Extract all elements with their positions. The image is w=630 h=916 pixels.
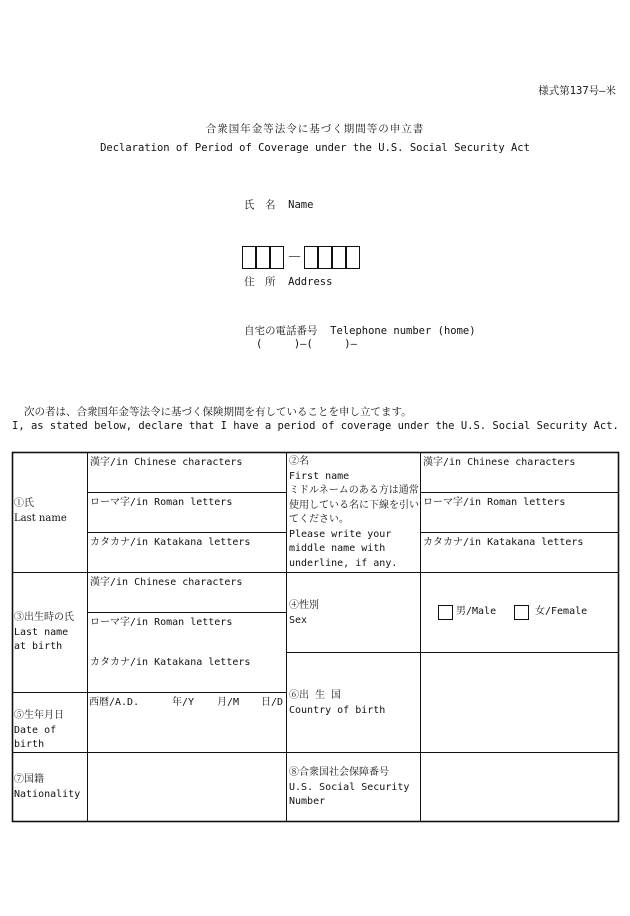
- form-number: 様式第137号―米: [538, 85, 616, 97]
- kanji-label: 漢字/in Chinese characters: [90, 577, 243, 588]
- country-of-birth-label: [289, 689, 420, 718]
- first-name-label: [289, 455, 420, 571]
- roman-label: ローマ字/in Roman letters: [90, 497, 233, 508]
- kanji-label: 漢字/in Chinese characters: [90, 457, 243, 468]
- birth-name-kanji-input[interactable]: [90, 576, 285, 612]
- dob-input[interactable]: [89, 696, 285, 752]
- dob-label-en: Date of birth: [14, 724, 57, 750]
- first-name-katakana-input[interactable]: [423, 536, 618, 572]
- address-label-en: Address: [288, 276, 333, 288]
- title-ja: 合衆国年金等法令に基づく期間等の申立書: [205, 123, 425, 135]
- last-name-kanji-input[interactable]: [90, 456, 285, 492]
- roman-label: ローマ字/in Roman letters: [423, 497, 566, 508]
- sex-label-ja: ④性別: [289, 600, 319, 611]
- nationality-label-ja: ⑦国籍: [14, 774, 44, 785]
- roman-label: ローマ字/in Roman letters: [90, 617, 233, 628]
- postal-dash: －: [287, 248, 303, 266]
- last-name-katakana-input[interactable]: [90, 536, 285, 572]
- last-name-label: [14, 497, 86, 526]
- ssn-label-ja: ⑧合衆国社会保障番号: [289, 767, 389, 778]
- phone-label-ja: 自宅の電話番号: [244, 325, 318, 337]
- first-name-kanji-input[interactable]: [423, 456, 618, 492]
- first-name-roman-input[interactable]: [423, 496, 618, 532]
- phone-format: ( )―( )―: [256, 338, 357, 350]
- female-label: 女/Female: [535, 606, 588, 617]
- birth-name-roman-input[interactable]: [90, 616, 285, 652]
- last-name-label-ja: ①氏: [14, 498, 34, 509]
- name-label-en: Name: [288, 199, 314, 211]
- male-checkbox[interactable]: [438, 605, 453, 620]
- dob-label: [14, 709, 86, 753]
- nationality-label: [14, 773, 86, 802]
- dob-day: 日/D: [261, 697, 284, 708]
- sex-label-en: Sex: [289, 614, 308, 626]
- birth-name-label: [14, 611, 86, 655]
- middle-name-note-en: Please write your middle name with underline, if any.: [289, 528, 398, 569]
- country-of-birth-input[interactable]: [422, 654, 618, 752]
- first-name-label-ja: ②名: [289, 456, 309, 467]
- female-checkbox[interactable]: [514, 605, 529, 620]
- ssn-input[interactable]: [422, 754, 618, 820]
- ssn-label: [289, 766, 420, 810]
- statement-en: I, as stated below, declare that I have a period of coverage under the U.S. Social Security Act.: [12, 420, 619, 432]
- birth-name-label-en: Last name at birth: [14, 626, 69, 652]
- last-name-label-en: Last name: [14, 512, 67, 524]
- dob-month: 月/M: [217, 697, 240, 708]
- male-label: 男/Male: [456, 606, 497, 617]
- middle-name-note-ja: ミドルネームのある方は通常使用している名に下線を引いてください。: [289, 485, 419, 525]
- katakana-label: カタカナ/in Katakana letters: [90, 537, 251, 548]
- last-name-roman-input[interactable]: [90, 496, 285, 532]
- nationality-input[interactable]: [89, 754, 285, 820]
- katakana-label: カタカナ/in Katakana letters: [90, 657, 251, 668]
- phone-label-en: Telephone number (home): [330, 325, 476, 337]
- katakana-label: カタカナ/in Katakana letters: [423, 537, 584, 548]
- sex-label: [289, 599, 420, 628]
- dob-year: 年/Y: [172, 697, 195, 708]
- name-label-ja: 氏 名: [244, 199, 276, 211]
- nationality-label-en: Nationality: [14, 788, 81, 800]
- statement-ja: 次の者は、合衆国年金等法令に基づく保険期間を有していることを申し立てます。: [24, 406, 412, 418]
- kanji-label: 漢字/in Chinese characters: [423, 457, 576, 468]
- country-of-birth-label-en: Country of birth: [289, 704, 386, 716]
- dob-label-ja: ⑤生年月日: [14, 710, 64, 721]
- birth-name-label-ja: ③出生時の氏: [14, 612, 74, 623]
- address-label-ja: 住 所: [244, 276, 276, 288]
- birth-name-katakana-input[interactable]: [90, 656, 285, 692]
- dob-era: 西暦/A.D.: [89, 697, 140, 708]
- ssn-label-en: U.S. Social Security Number: [289, 781, 410, 807]
- title-en: Declaration of Period of Coverage under the U.S. Social Security Act: [100, 142, 530, 154]
- country-of-birth-label-ja: ⑥出 生 国: [289, 690, 342, 701]
- first-name-label-en: First name: [289, 470, 350, 482]
